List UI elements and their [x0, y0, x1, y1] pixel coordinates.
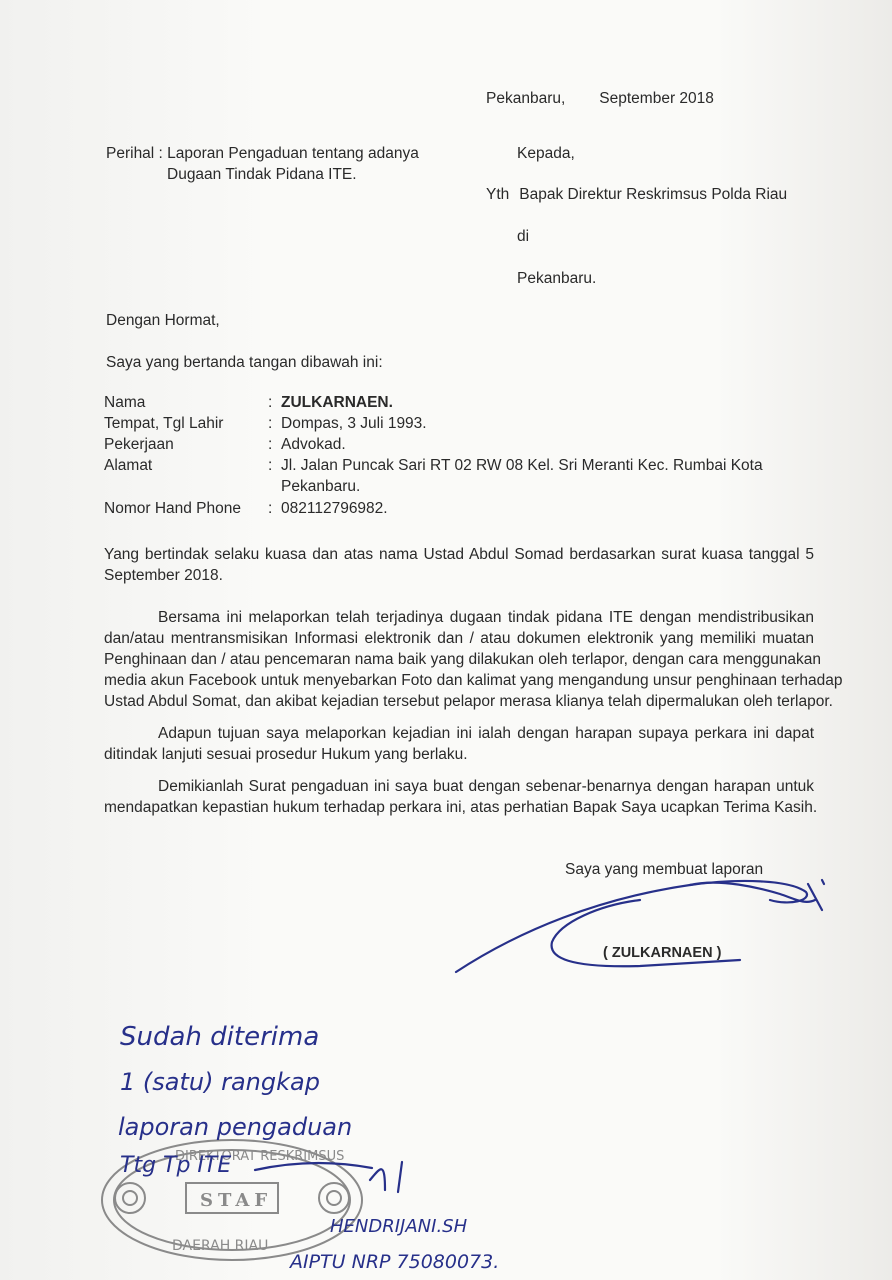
place: Pekanbaru,	[486, 90, 566, 107]
nama-label: Nama	[104, 394, 146, 411]
note-line-2: 1 (satu) rangkap	[120, 1068, 320, 1096]
receiver-name: HENDRIJANI.SH	[330, 1216, 468, 1237]
note-line-1: Sudah diterima	[120, 1022, 320, 1052]
addr-label: Alamat	[104, 457, 153, 474]
colon: :	[268, 436, 273, 453]
date: September 2018	[599, 90, 714, 107]
colon: :	[268, 457, 273, 474]
stamp-top-text: DIREKTORAT RESKRIMSUS	[175, 1149, 345, 1164]
colon: :	[268, 394, 273, 411]
salutation: Dengan Hormat,	[106, 312, 220, 329]
ttl-label: Tempat, Tgl Lahir	[104, 415, 224, 432]
paragraph-line: media akun Facebook untuk menyebarkan Foto dan kalimat yang mengandung unsur penghinaan terhadap	[104, 672, 843, 689]
phone-value: 082112796982.	[281, 500, 388, 517]
signatory-name: ( ZULKARNAEN )	[603, 945, 722, 961]
stamp-bottom-text: DAERAH RIAU	[172, 1238, 269, 1254]
police-emblem-inner	[123, 1191, 137, 1205]
paragraph-line: Yang bertindak selaku kuasa dan atas nama Ustad Abdul Somad berdasarkan surat kuasa tanggal 5	[104, 546, 814, 563]
paragraph-line: Ustad Abdul Somat, dan akibat kejadian tersebut pelapor merasa klianya telah dipermalukan oleh terlapor.	[104, 693, 833, 710]
ttl-value: Dompas, 3 Juli 1993.	[281, 415, 427, 432]
police-emblem-inner	[327, 1191, 341, 1205]
recipient-city: Pekanbaru.	[517, 270, 597, 287]
addr-value-1: Jl. Jalan Puncak Sari RT 02 RW 08 Kel. Sri Meranti Kec. Rumbai Kota	[281, 457, 763, 474]
subject-line-2: Dugaan Tindak Pidana ITE.	[167, 166, 357, 183]
paragraph-line: September 2018.	[104, 567, 223, 584]
note-line-3: laporan pengaduan	[118, 1113, 353, 1141]
subject-line-1: Perihal : Laporan Pengaduan tentang adanya	[106, 145, 419, 162]
paragraph-line: dan/atau mentransmisikan Informasi elektronik dan / atau dokumen elektronik yang memiliki muatan	[104, 630, 814, 647]
colon: :	[268, 500, 273, 517]
addr-value-2: Pekanbaru.	[281, 478, 361, 495]
recipient-kepada: Kepada,	[517, 145, 575, 162]
note-line-4: Ttg Tp ITE	[120, 1153, 232, 1178]
paragraph-line: Penghinaan dan / atau pencemaran nama baik yang dilakukan oleh terlapor, dengan cara menggunakan	[104, 651, 821, 668]
colon: :	[268, 415, 273, 432]
paragraph-line: mendapatkan kepastian hukum terhadap perkara ini, atas perhatian Bapak Saya ucapkan Terima Kasih.	[104, 799, 818, 816]
receiver-rank-nrp: AIPTU NRP 75080073.	[290, 1251, 500, 1273]
paragraph-line: Bersama ini melaporkan telah terjadinya dugaan tindak pidana ITE dengan mendistribusikan	[158, 609, 814, 626]
job-label: Pekerjaan	[104, 436, 174, 453]
signature-mark	[456, 880, 824, 972]
signature-caption: Saya yang membuat laporan	[565, 861, 764, 878]
police-emblem-icon	[115, 1183, 145, 1213]
stamp-middle-text: STAF	[200, 1190, 273, 1211]
paragraph-line: Demikianlah Surat pengaduan ini saya buat dengan sebenar-benarnya dengan harapan untuk	[158, 778, 814, 795]
police-emblem-icon	[319, 1183, 349, 1213]
recipient-yth: Yth	[486, 186, 510, 203]
paragraph-line: Adapun tujuan saya melaporkan kejadian ini ialah dengan harapan supaya perkara ini dapat	[158, 725, 814, 742]
job-value: Advokad.	[281, 436, 346, 453]
phone-label: Nomor Hand Phone	[104, 500, 241, 517]
recipient-addressee: Bapak Direktur Reskrimsus Polda Riau	[519, 186, 788, 203]
nama-value: ZULKARNAEN.	[281, 394, 393, 411]
recipient-di: di	[517, 228, 530, 245]
paragraph-line: ditindak lanjuti sesuai prosedur Hukum yang berlaku.	[104, 746, 468, 763]
intro-text: Saya yang bertanda tangan dibawah ini:	[106, 354, 383, 371]
